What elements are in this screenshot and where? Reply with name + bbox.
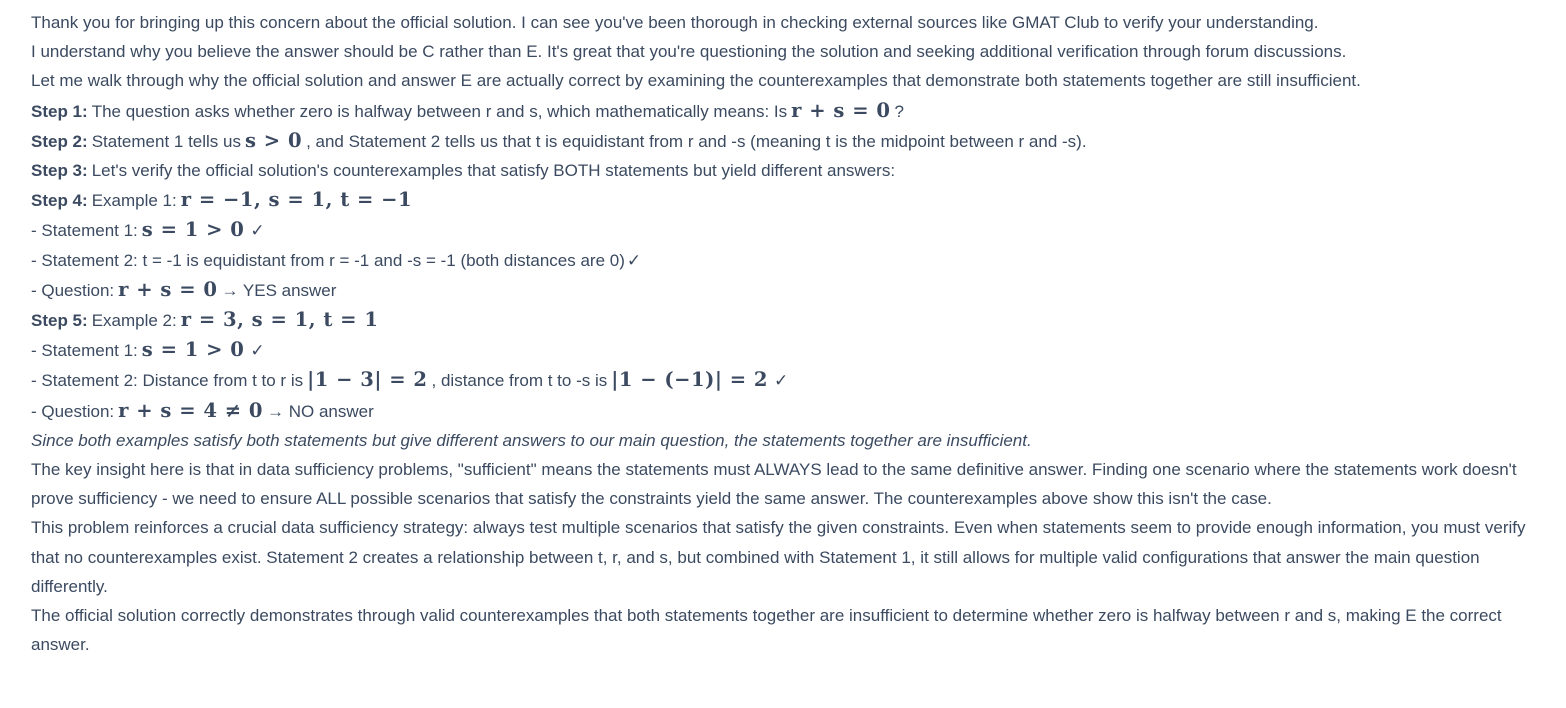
step-5-text: Example 2: xyxy=(91,311,177,331)
step-4-line xyxy=(31,185,1538,215)
example-1-statement-1-math: s = 1 > 0 xyxy=(141,218,245,242)
step-2-math: s > 0 xyxy=(245,128,303,152)
strategy-paragraph xyxy=(31,513,1538,601)
example-2-statement-2-math-2: |1 − (−1)| = 2 xyxy=(611,368,769,392)
step-4-math: r = −1, s = 1, t = −1 xyxy=(180,188,413,212)
example-1-statement-1-line xyxy=(31,215,1538,245)
key-insight-text: The key insight here is that in data sufficiency problems, "sufficient" means the statements must ALWAYS lead to the same definitive answer. Finding one scenario where the statements work doesn't prove sufficiency - we need to ensure ALL possible scenarios that satisfy the constraints yield the same answer. The counterexamples above show this isn't the case. xyxy=(31,460,1517,509)
example-2-statement-2-pre: - Statement 2: Distance from t to r is xyxy=(31,371,304,391)
step-5-line xyxy=(31,305,1538,335)
intro-paragraph-1 xyxy=(31,8,1538,37)
step-5-label: Step 5: xyxy=(31,311,88,331)
step-5-math: r = 3, s = 1, t = 1 xyxy=(180,308,379,332)
step-3-label: Step 3: xyxy=(31,161,88,181)
step-4-text: Example 1: xyxy=(91,191,177,211)
example-2-statement-1-math: s = 1 > 0 xyxy=(141,338,245,362)
checkmark-icon: ✓ xyxy=(250,341,265,361)
example-1-question-line xyxy=(31,275,1538,305)
checkmark-icon: ✓ xyxy=(626,250,642,270)
italic-note-text: Since both examples satisfy both statements but give different answers to our main question, the statements together are insufficient. xyxy=(31,430,1032,450)
example-2-statement-1-text: - Statement 1: xyxy=(31,341,138,361)
step-3-line xyxy=(31,156,1538,185)
step-1-math: r + s = 0 xyxy=(791,98,891,122)
example-1-statement-1-text: - Statement 1: xyxy=(31,221,138,241)
conclusion-paragraph xyxy=(31,601,1538,659)
step-4-label: Step 4: xyxy=(31,191,88,211)
example-2-question-result: → NO answer xyxy=(267,401,374,421)
intro-paragraph-3 xyxy=(31,66,1538,95)
example-2-statement-2-mid: , distance from t to -s is xyxy=(431,371,608,391)
example-2-statement-1-line xyxy=(31,335,1538,365)
example-1-question-math: r + s = 0 xyxy=(118,277,218,301)
example-2-question-math: r + s = 4 ≠ 0 xyxy=(118,398,264,422)
example-2-statement-2-line xyxy=(31,365,1538,395)
strategy-text: This problem reinforces a crucial data sufficiency strategy: always test multiple scenarios that satisfy the given constraints. Even when statements seem to provide enough information, you must verify that no counterexamples exist. Statement 2 creates a relationship between t, r, and s, but combined with Statement 1, it still allows for multiple valid configurations that answer the main question differently. xyxy=(31,518,1526,596)
checkmark-icon: ✓ xyxy=(250,221,265,241)
conclusion-text: The official solution correctly demonstrates through valid counterexamples that both statements together are insufficient to determine whether zero is halfway between r and s, making E the correct answer. xyxy=(31,606,1502,655)
step-2-label: Step 2: xyxy=(31,131,88,151)
example-1-statement-2-text: - Statement 2: t = -1 is equidistant from r = -1 and -s = -1 (both distances are 0) xyxy=(31,250,625,270)
intro-text-1: Thank you for bringing up this concern about the official solution. I can see you've been thorough in checking external sources like GMAT Club to verify your understanding. xyxy=(31,13,1319,32)
step-2-text: Statement 1 tells us xyxy=(91,131,241,151)
example-1-question-result: → YES answer xyxy=(221,280,337,300)
step-1-label: Step 1: xyxy=(31,101,88,121)
example-2-question-line xyxy=(31,396,1538,426)
intro-text-3: Let me walk through why the official solution and answer E are actually correct by examining the counterexamples that demonstrate both statements together are still insufficient. xyxy=(31,71,1361,91)
step-2-line xyxy=(31,126,1538,156)
intro-text-2: I understand why you believe the answer should be C rather than E. It's great that you're questioning the solution and seeking additional verification through forum discussions. xyxy=(31,42,1347,62)
example-2-question-text: - Question: xyxy=(31,401,115,421)
example-2-statement-2-math-1: |1 − 3| = 2 xyxy=(307,368,428,392)
key-insight-paragraph xyxy=(31,455,1538,513)
example-1-question-text: - Question: xyxy=(31,280,115,300)
step-1-line xyxy=(31,96,1538,126)
checkmark-icon: ✓ xyxy=(774,371,789,391)
intro-paragraph-2 xyxy=(31,37,1538,66)
step-1-suffix: ? xyxy=(894,101,904,121)
step-1-text: The question asks whether zero is halfway between r and s, which mathematically means: Is xyxy=(91,101,788,121)
step-3-text: Let's verify the official solution's counterexamples that satisfy BOTH statements but yield different answers: xyxy=(91,161,896,181)
example-1-statement-2-line xyxy=(31,246,1538,275)
italic-conclusion-note xyxy=(31,426,1538,455)
step-2-suffix: , and Statement 2 tells us that t is equidistant from r and -s (meaning t is the midpoint between r and -s). xyxy=(306,131,1087,151)
